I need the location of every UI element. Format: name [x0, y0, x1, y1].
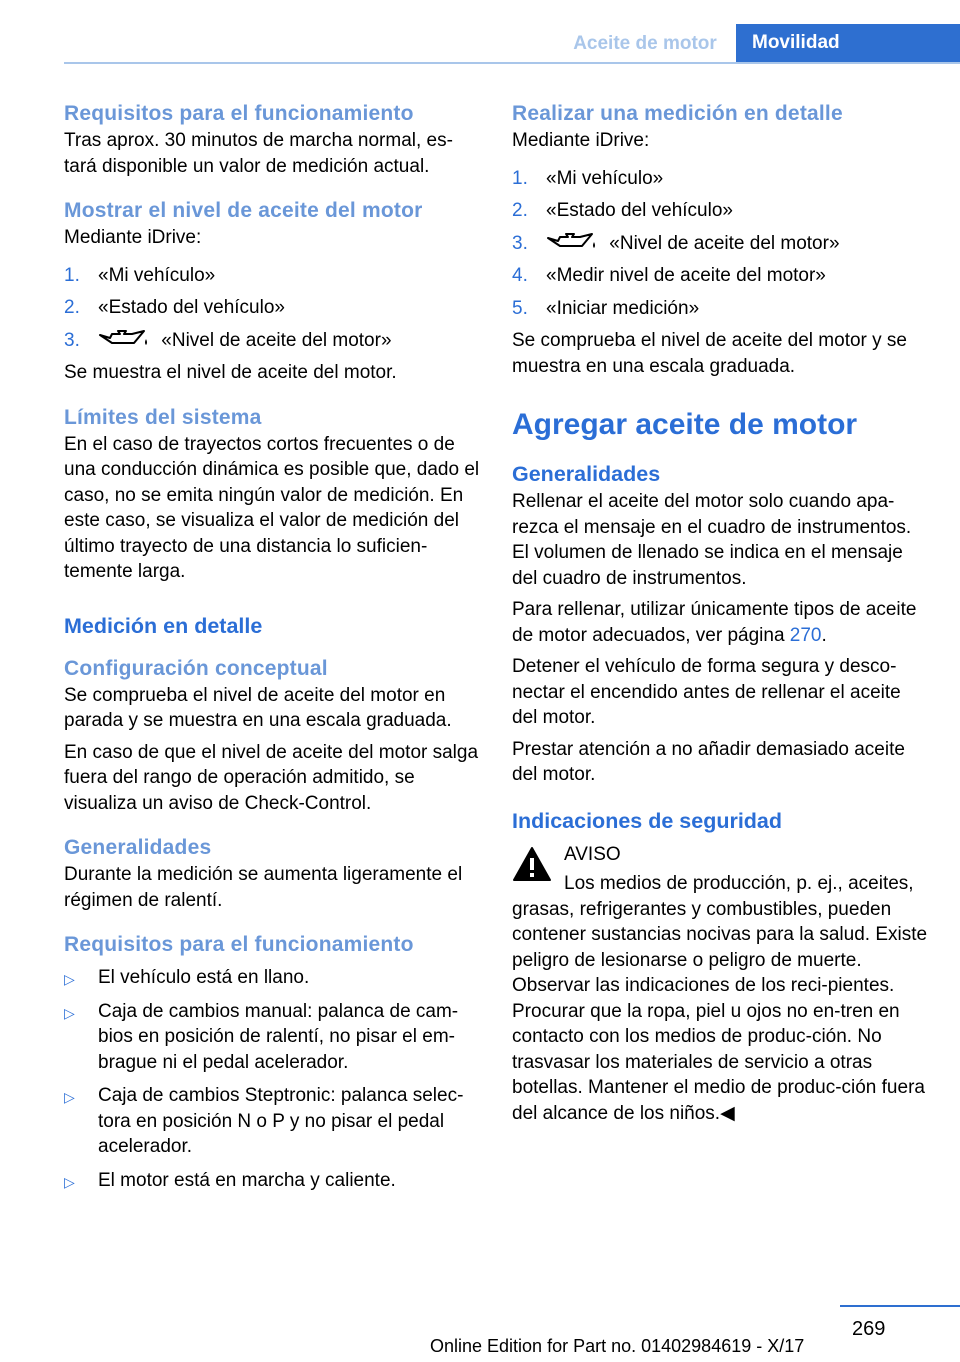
header-divider — [64, 62, 960, 64]
list-item — [512, 198, 928, 224]
step-text: «Iniciar medición» — [546, 297, 700, 319]
warning-title: AVISO — [564, 843, 621, 865]
page-reference-link[interactable]: 270 — [789, 624, 822, 646]
list-item — [64, 295, 480, 321]
edition-note: Online Edition for Part no. 01402984619 - X/17 — [430, 1336, 805, 1356]
step-number: 2. — [64, 297, 80, 318]
bullet-text: El motor está en marcha y caliente. — [98, 1169, 396, 1191]
header-tab-chapter[interactable]: Movilidad — [736, 24, 960, 64]
heading-realizar-medicion: Realizar una medición en detalle — [512, 102, 843, 125]
warning-box — [512, 842, 928, 1127]
list-item — [64, 328, 480, 354]
triangle-bullet-icon: ▷ — [64, 1173, 75, 1190]
list-item — [512, 263, 928, 289]
list-item — [64, 965, 480, 991]
step-number: 4. — [512, 265, 528, 286]
step-number: 1. — [512, 167, 528, 189]
list-item — [512, 296, 928, 322]
bullet-text: Caja de cambios manual: palanca de cam‐bios en posición de ralentí, no pisar el em‐brague ni el pedal acelerador. — [98, 1000, 459, 1073]
triangle-bullet-icon: ▷ — [64, 1089, 75, 1105]
footer-divider — [840, 1305, 960, 1307]
list-item — [64, 999, 480, 1076]
paragraph-rellenar: Rellenar el aceite del motor solo cuando apa‐rezca el mensaje en el cuadro de instrumentos. El volumen de llenado se indica en el mensaje del cuadro de instrumentos. — [512, 491, 912, 589]
paragraph-limites: En el caso de trayectos cortos frecuentes o de una conducción dinámica es posible que, dado el caso, no se emita ningún valor de medición. En este caso, se visualiza el valor de medición del último trayecto de una distancia lo suficien‐temente larga. — [64, 433, 480, 582]
step-text: «Nivel de aceite del motor» — [609, 232, 840, 254]
oil-can-icon — [546, 232, 598, 252]
step-number: 3. — [512, 232, 528, 254]
heading-limites: Límites del sistema — [64, 405, 262, 429]
step-number: 5. — [512, 297, 528, 319]
heading-seguridad: Indicaciones de seguridad — [512, 808, 783, 833]
bullet-text: El vehículo está en llano. — [98, 967, 310, 988]
heading-requisitos-2: Requisitos para el funcionamiento — [64, 933, 414, 956]
paragraph-se-muestra: Se muestra el nivel de aceite del motor. — [64, 362, 397, 383]
heading-requisitos-1: Requisitos para el funcionamiento — [64, 102, 414, 125]
steps-list-left — [64, 263, 480, 354]
step-number: 3. — [64, 329, 80, 351]
paragraph-idrive-right: Mediante iDrive: — [512, 130, 650, 151]
paragraph-prestar: Prestar atención a no añadir demasiado aceite del motor. — [512, 738, 905, 785]
oil-can-icon — [98, 329, 150, 349]
paragraph-generalidades-left: Durante la medición se aumenta ligeramente el régimen de ralentí. — [64, 864, 463, 911]
step-text: «Nivel de aceite del motor» — [161, 329, 392, 351]
step-text: «Estado del vehículo» — [546, 200, 733, 221]
heading-mostrar-nivel: Mostrar el nivel de aceite del motor — [64, 199, 423, 222]
warning-triangle-icon — [512, 846, 552, 882]
list-item — [512, 231, 928, 257]
heading-configuracion: Configuración conceptual — [64, 656, 328, 680]
step-text: «Mi vehículo» — [98, 264, 216, 286]
heading-medicion-detalle: Medición en detalle — [64, 613, 263, 638]
warning-body: grasas, refrigerantes y combustibles, pueden contener sustancias nocivas para la salud. Existe peligro de lesionarse o peligro de muerte. Observar las indicaciones de los reci‐pientes. Procurar que la ropa, piel u ojos no en‐tren en contacto con los medios de produc‐ción. No trasvasar los materiales de servicio a otras botellas. Mantener el medio de produc‐ción fuera del alcance de los niños.◀ — [512, 898, 928, 1124]
list-item — [512, 166, 928, 192]
paragraph-se-comprueba: Se comprueba el nivel de aceite del motor y se muestra en una escala graduada. — [512, 330, 907, 377]
step-number: 2. — [512, 200, 528, 221]
paragraph-tipos-aceite — [512, 597, 928, 648]
heading-generalidades-left: Generalidades — [64, 836, 212, 859]
paragraph-config-2: En caso de que el nivel de aceite del motor salga fuera del rango de operación admitido, se visualiza un aviso de Check-Control. — [64, 741, 479, 814]
step-text: «Medir nivel de aceite del motor» — [546, 265, 826, 286]
warning-lead: Los medios de producción, p. ej., aceites, — [564, 873, 914, 894]
list-item — [64, 1083, 480, 1160]
page-number: 269 — [852, 1318, 886, 1340]
paragraph-idrive: Mediante iDrive: — [64, 227, 202, 248]
step-number: 1. — [64, 264, 80, 286]
paragraph-requisitos-1: Tras aprox. 30 minutos de marcha normal, es‐tará disponible un valor de medición actual. — [64, 130, 453, 177]
tipos-end: . — [821, 624, 827, 646]
steps-list-right — [512, 166, 928, 322]
paragraph-config-1: Se comprueba el nivel de aceite del motor en parada y se muestra en una escala graduada. — [64, 684, 452, 731]
paragraph-detener: Detener el vehículo de forma segura y desco‐nectar el encendido antes de rellenar el aceite del motor. — [512, 656, 901, 728]
header-tab-section[interactable]: Aceite de motor — [573, 33, 717, 54]
tipos-text: Para rellenar, utilizar únicamente tipos de aceite de motor adecuados, ver página — [512, 599, 917, 646]
list-item — [64, 263, 480, 289]
step-text: «Mi vehículo» — [546, 167, 664, 189]
requirements-list — [64, 965, 480, 1193]
triangle-bullet-icon: ▷ — [64, 1004, 75, 1021]
heading-generalidades-right: Generalidades — [512, 462, 661, 486]
triangle-bullet-icon: ▷ — [64, 971, 75, 987]
list-item — [64, 1168, 480, 1194]
left-column — [64, 100, 480, 1201]
bullet-text: Caja de cambios Steptronic: palanca selec‐tora en posición N o P y no pisar el pedal acelerador. — [98, 1085, 464, 1157]
right-column — [512, 100, 928, 1126]
step-text: «Estado del vehículo» — [98, 297, 285, 318]
heading-agregar-aceite: Agregar aceite de motor — [512, 408, 858, 441]
